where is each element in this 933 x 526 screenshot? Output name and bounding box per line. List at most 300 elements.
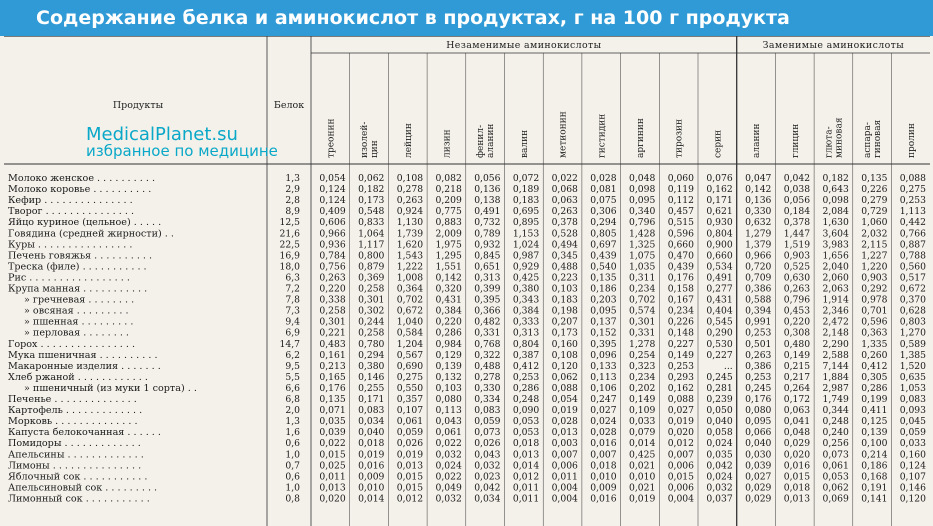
row-amino-value: 0,768 bbox=[474, 338, 501, 350]
row-amino-value: 0,425 bbox=[512, 272, 540, 284]
row-protein-value: 7,8 bbox=[285, 294, 300, 306]
row-amino-value: 0,016 bbox=[358, 460, 385, 472]
row-amino-value: 0,240 bbox=[822, 427, 849, 439]
row-amino-value: 0,386 bbox=[745, 283, 772, 295]
row-amino-value: 0,313 bbox=[474, 272, 501, 284]
row-protein-value: 9,5 bbox=[285, 360, 300, 372]
row-amino-value: 0,012 bbox=[512, 471, 540, 483]
table-row bbox=[8, 173, 926, 184]
row-amino-value: 0,515 bbox=[667, 217, 694, 229]
table-row bbox=[8, 493, 926, 504]
row-amino-value: 0,279 bbox=[861, 195, 888, 207]
row-amino-value: 0,501 bbox=[745, 338, 772, 350]
row-amino-value: 1,278 bbox=[628, 338, 656, 350]
row-amino-value: 0,009 bbox=[590, 482, 617, 494]
row-amino-value: 3,604 bbox=[822, 228, 849, 240]
row-amino-value: 0,162 bbox=[667, 382, 694, 394]
row-amino-value: 0,936 bbox=[319, 239, 346, 251]
row-amino-value: 1,270 bbox=[899, 327, 926, 339]
row-amino-value: 0,253 bbox=[745, 371, 772, 383]
row-amino-value: 0,019 bbox=[551, 405, 578, 417]
row-amino-value: 0,789 bbox=[474, 228, 501, 240]
row-amino-value: 0,643 bbox=[822, 184, 849, 196]
row-amino-value: 0,488 bbox=[551, 261, 578, 273]
column-header-label: пролин bbox=[906, 123, 917, 158]
row-protein-value: 8,9 bbox=[285, 206, 300, 218]
row-amino-value: 1,620 bbox=[396, 239, 424, 251]
row-amino-value: 0,412 bbox=[861, 360, 888, 372]
column-header-label: тирозин bbox=[674, 118, 685, 158]
row-amino-value: 0,139 bbox=[861, 427, 888, 439]
row-amino-value: 0,103 bbox=[435, 382, 462, 394]
row-amino-value: 0,245 bbox=[706, 371, 733, 383]
row-amino-value: 0,584 bbox=[396, 327, 424, 339]
row-amino-value: 0,027 bbox=[590, 405, 617, 417]
row-amino-value: 0,305 bbox=[861, 371, 888, 383]
row-amino-value: 0,073 bbox=[822, 449, 849, 461]
row-amino-value: 0,220 bbox=[319, 283, 346, 295]
row-amino-value: 0,987 bbox=[512, 250, 540, 262]
row-amino-value: 0,013 bbox=[319, 482, 346, 494]
row-protein-value: 1,6 bbox=[285, 427, 300, 439]
row-amino-value: 0,384 bbox=[512, 305, 540, 317]
column-header-label: валин bbox=[519, 129, 530, 158]
table-row bbox=[8, 427, 926, 438]
row-amino-value: 0,660 bbox=[667, 239, 694, 251]
table-row bbox=[8, 416, 926, 427]
table-row bbox=[8, 272, 926, 283]
row-amino-value: 0,009 bbox=[358, 471, 385, 483]
row-amino-value: 0,395 bbox=[474, 294, 501, 306]
table-row bbox=[24, 328, 926, 339]
row-amino-value: 0,033 bbox=[899, 438, 926, 450]
row-amino-value: 0,709 bbox=[745, 272, 772, 284]
row-amino-value: 0,534 bbox=[706, 261, 733, 273]
column-header bbox=[404, 123, 414, 158]
row-amino-value: 0,932 bbox=[474, 239, 501, 251]
row-product-name: Яйцо куриное (цельное) . . . . . bbox=[8, 217, 162, 229]
row-amino-value: 2,040 bbox=[822, 261, 849, 273]
row-amino-value: 1,220 bbox=[861, 261, 888, 273]
row-amino-value: 0,095 bbox=[745, 416, 772, 428]
row-amino-value: 0,220 bbox=[783, 316, 811, 328]
row-amino-value: 0,245 bbox=[745, 382, 772, 394]
table-row bbox=[8, 460, 926, 471]
row-amino-value: 1,749 bbox=[822, 394, 849, 405]
row-amino-value: 0,457 bbox=[667, 206, 694, 218]
row-protein-value: 1,3 bbox=[285, 416, 300, 428]
row-amino-value: 0,186 bbox=[861, 460, 888, 472]
row-amino-value: 0,470 bbox=[667, 250, 694, 262]
row-product-name: Помидоры . . . . . . . . . . . . . bbox=[8, 438, 141, 450]
row-amino-value: 0,978 bbox=[861, 294, 888, 306]
row-amino-value: 0,132 bbox=[435, 371, 462, 383]
row-amino-value: 0,149 bbox=[667, 349, 694, 361]
table-row bbox=[8, 228, 926, 239]
row-amino-value: 0,184 bbox=[783, 206, 811, 218]
header-protein: Белок bbox=[273, 100, 305, 111]
row-amino-value: 0,090 bbox=[512, 405, 540, 417]
row-amino-value: 0,072 bbox=[512, 173, 540, 184]
row-amino-value: 0,530 bbox=[706, 338, 733, 350]
row-amino-value: 0,672 bbox=[899, 283, 926, 295]
row-amino-value: 0,152 bbox=[590, 327, 617, 339]
row-amino-value: 0,363 bbox=[861, 327, 888, 339]
column-header-label: лейцин bbox=[403, 123, 414, 158]
row-amino-value: 0,024 bbox=[590, 416, 617, 428]
column-header-label: серин bbox=[713, 129, 724, 158]
column-header bbox=[636, 118, 646, 158]
row-amino-value: 0,013 bbox=[512, 449, 540, 461]
row-product-name: Печень говяжья . . . . . . . . . . bbox=[8, 250, 153, 262]
page-title: Содержание белка и аминокислот в продуктах, г на 100 г продукта bbox=[0, 0, 933, 36]
row-amino-value: 0,080 bbox=[745, 405, 772, 417]
row-amino-value: 0,041 bbox=[783, 416, 811, 428]
row-amino-value: 0,635 bbox=[899, 371, 926, 383]
row-amino-value: 0,380 bbox=[512, 283, 540, 295]
row-amino-value: 0,630 bbox=[783, 272, 811, 284]
row-amino-value: 0,082 bbox=[435, 173, 462, 184]
row-amino-value: 1,130 bbox=[396, 217, 424, 229]
row-amino-value: 0,286 bbox=[861, 382, 888, 394]
row-amino-value: 0,331 bbox=[628, 327, 656, 339]
row-protein-value: 7,2 bbox=[285, 283, 300, 295]
row-amino-value: 0,895 bbox=[512, 217, 540, 229]
row-amino-value: 0,263 bbox=[551, 206, 578, 218]
row-amino-value: 0,069 bbox=[822, 493, 849, 505]
row-amino-value: 1,520 bbox=[899, 360, 926, 372]
row-amino-value: 0,189 bbox=[512, 184, 540, 196]
row-amino-value: 1,008 bbox=[396, 272, 424, 284]
row-amino-value: 0,380 bbox=[358, 360, 385, 372]
row-amino-value: 0,984 bbox=[435, 338, 462, 350]
row-amino-value: 0,253 bbox=[512, 371, 540, 383]
column-header bbox=[326, 119, 336, 158]
row-amino-value: 0,039 bbox=[745, 460, 772, 472]
row-amino-value: 0,016 bbox=[590, 493, 617, 505]
row-amino-value: 0,071 bbox=[319, 405, 346, 417]
row-amino-value: 0,207 bbox=[551, 316, 578, 328]
row-amino-value: 0,439 bbox=[590, 250, 617, 262]
row-amino-value: 0,032 bbox=[474, 460, 501, 472]
row-amino-value: 0,004 bbox=[551, 482, 578, 494]
row-amino-value: 0,095 bbox=[590, 305, 617, 317]
row-amino-value: 0,672 bbox=[396, 305, 424, 317]
row-amino-value: 0,690 bbox=[396, 360, 424, 372]
row-amino-value: 0,012 bbox=[396, 493, 424, 505]
row-amino-value: 0,330 bbox=[474, 382, 501, 394]
row-amino-value: 0,124 bbox=[899, 460, 926, 472]
row-amino-value: 0,020 bbox=[783, 449, 811, 461]
row-amino-value: 0,294 bbox=[590, 217, 617, 229]
row-amino-value: 0,029 bbox=[745, 493, 772, 505]
row-amino-value: 0,019 bbox=[667, 416, 694, 428]
row-amino-value: 0,482 bbox=[474, 316, 501, 328]
row-amino-value: 0,214 bbox=[861, 449, 888, 461]
row-amino-value: 0,263 bbox=[745, 349, 772, 361]
row-amino-value: 0,729 bbox=[861, 206, 888, 218]
row-amino-value: 1,024 bbox=[512, 239, 540, 251]
row-amino-value: 0,098 bbox=[628, 184, 656, 196]
row-amino-value: 0,033 bbox=[628, 416, 656, 428]
row-amino-value: 0,058 bbox=[706, 427, 733, 439]
row-amino-value: 0,900 bbox=[706, 239, 733, 251]
row-amino-value: 0,796 bbox=[628, 217, 656, 229]
row-amino-value: 0,125 bbox=[861, 416, 888, 428]
row-amino-value: 0,107 bbox=[396, 405, 424, 417]
row-amino-value: 1,335 bbox=[861, 338, 888, 350]
row-amino-value: 0,404 bbox=[706, 305, 733, 317]
row-amino-value: 0,040 bbox=[745, 438, 772, 450]
table-row bbox=[24, 295, 926, 306]
row-amino-value: 0,039 bbox=[319, 427, 346, 439]
row-amino-value: 0,171 bbox=[706, 195, 733, 207]
row-amino-value: 0,313 bbox=[512, 327, 540, 339]
row-amino-value: 0,223 bbox=[551, 272, 578, 284]
row-amino-value: 0,788 bbox=[899, 250, 926, 262]
row-amino-value: 0,203 bbox=[590, 294, 617, 306]
row-amino-value: 0,061 bbox=[435, 427, 462, 439]
column-header-label: лизин bbox=[442, 129, 453, 158]
row-amino-value: 0,732 bbox=[474, 217, 501, 229]
row-protein-value: 6,6 bbox=[285, 382, 300, 394]
row-amino-value: 0,702 bbox=[628, 294, 656, 306]
group-essential: Незаменимые аминокислоты bbox=[446, 40, 602, 51]
row-amino-value: 0,176 bbox=[745, 394, 772, 405]
table-body bbox=[8, 173, 926, 504]
row-amino-value: 0,660 bbox=[706, 250, 733, 262]
row-amino-value: 0,160 bbox=[899, 449, 926, 461]
row-amino-value: 0,491 bbox=[474, 206, 501, 218]
row-amino-value: 0,068 bbox=[551, 184, 578, 196]
row-amino-value: 2,084 bbox=[822, 206, 849, 218]
column-header bbox=[597, 114, 607, 158]
row-amino-value: 0,277 bbox=[706, 283, 733, 295]
row-amino-value: 0,220 bbox=[435, 316, 462, 328]
row-amino-value: 0,167 bbox=[667, 294, 694, 306]
table-row bbox=[8, 239, 926, 250]
row-amino-value: 0,431 bbox=[435, 294, 462, 306]
row-amino-value: 0,014 bbox=[628, 438, 656, 450]
row-amino-value: 0,574 bbox=[628, 305, 656, 317]
table-row bbox=[8, 250, 926, 261]
column-header bbox=[442, 129, 452, 158]
row-amino-value: 0,483 bbox=[319, 338, 346, 350]
row-amino-value: 0,103 bbox=[551, 283, 578, 295]
row-amino-value: 0,234 bbox=[628, 283, 656, 295]
row-amino-value: 0,135 bbox=[319, 394, 346, 405]
row-amino-value: 0,301 bbox=[628, 316, 656, 328]
row-amino-value: 0,720 bbox=[745, 261, 772, 273]
row-amino-value: 0,293 bbox=[667, 371, 694, 383]
row-amino-value: 1,630 bbox=[822, 217, 849, 229]
row-amino-value: 0,364 bbox=[396, 283, 424, 295]
row-amino-value: 0,088 bbox=[551, 382, 578, 394]
row-amino-value: 0,142 bbox=[745, 184, 772, 196]
row-amino-value: 0,756 bbox=[319, 261, 346, 273]
row-amino-value: 2,588 bbox=[822, 349, 849, 361]
row-amino-value: 0,286 bbox=[512, 382, 540, 394]
row-amino-value: 0,011 bbox=[319, 471, 346, 483]
row-protein-value: 5,5 bbox=[285, 371, 300, 383]
row-amino-value: 0,263 bbox=[783, 283, 811, 295]
row-amino-value: 0,019 bbox=[396, 449, 424, 461]
row-amino-value: 1,884 bbox=[822, 371, 849, 383]
row-amino-value: 0,701 bbox=[861, 305, 888, 317]
row-amino-value: 0,226 bbox=[667, 316, 694, 328]
row-amino-value: 0,100 bbox=[861, 438, 888, 450]
row-amino-value: 0,032 bbox=[435, 493, 462, 505]
row-amino-value: 0,016 bbox=[590, 438, 617, 450]
row-amino-value: 0,567 bbox=[396, 349, 424, 361]
table-row bbox=[8, 405, 926, 416]
row-amino-value: 0,020 bbox=[667, 427, 694, 439]
row-amino-value: 0,060 bbox=[667, 173, 694, 184]
row-amino-value: 0,302 bbox=[358, 305, 385, 317]
column-header-label: миновая bbox=[834, 117, 845, 158]
row-product-name: Апельсиновый сок . . . . . . . . . bbox=[8, 482, 158, 494]
row-product-name: Молоко коровье . . . . . . . . . . bbox=[8, 184, 152, 196]
row-amino-value: 0,042 bbox=[474, 482, 501, 494]
row-amino-value: 0,966 bbox=[319, 228, 346, 240]
row-amino-value: 0,028 bbox=[590, 173, 617, 184]
row-amino-value: 0,494 bbox=[551, 239, 578, 251]
row-amino-value: 0,079 bbox=[628, 427, 656, 439]
table-row bbox=[24, 317, 926, 328]
row-amino-value: 0,244 bbox=[358, 316, 385, 328]
row-amino-value: 0,141 bbox=[861, 493, 888, 505]
row-amino-value: 1,279 bbox=[745, 228, 772, 240]
row-amino-value: 0,199 bbox=[861, 394, 888, 405]
row-amino-value: 0,048 bbox=[783, 427, 811, 439]
row-amino-value: 0,281 bbox=[706, 382, 733, 394]
row-amino-value: 0,136 bbox=[745, 195, 772, 207]
row-amino-value: 0,022 bbox=[551, 173, 578, 184]
row-amino-value: 0,198 bbox=[551, 305, 578, 317]
row-amino-value: 1,379 bbox=[745, 239, 772, 251]
row-amino-value: 0,027 bbox=[667, 405, 694, 417]
row-amino-value: 0,264 bbox=[783, 382, 811, 394]
row-protein-value: 14,7 bbox=[279, 338, 300, 350]
row-amino-value: 2,148 bbox=[822, 327, 849, 339]
row-amino-value: 0,061 bbox=[822, 460, 849, 472]
row-amino-value: 0,540 bbox=[590, 261, 617, 273]
row-amino-value: 0,095 bbox=[628, 195, 656, 207]
row-amino-value: 1,153 bbox=[512, 228, 540, 240]
row-amino-value: 0,056 bbox=[474, 173, 501, 184]
column-header bbox=[713, 130, 723, 158]
row-amino-value: 0,018 bbox=[783, 482, 811, 494]
row-amino-value: 1,447 bbox=[783, 228, 811, 240]
row-amino-value: 0,596 bbox=[861, 316, 888, 328]
row-amino-value: 0,040 bbox=[358, 427, 385, 439]
column-header bbox=[559, 111, 569, 158]
row-amino-value: 0,805 bbox=[590, 228, 617, 240]
row-amino-value: 0,124 bbox=[319, 195, 346, 207]
row-amino-value: 0,142 bbox=[435, 272, 462, 284]
row-amino-value: 0,054 bbox=[551, 394, 578, 405]
row-amino-value: 0,112 bbox=[667, 195, 694, 207]
row-amino-value: 0,621 bbox=[706, 206, 733, 218]
row-protein-value: 2,0 bbox=[285, 405, 300, 417]
row-amino-value: 0,006 bbox=[551, 460, 578, 472]
row-amino-value: 0,006 bbox=[667, 482, 694, 494]
row-amino-value: 0,022 bbox=[435, 438, 462, 450]
row-protein-value: 9,4 bbox=[285, 316, 300, 328]
row-amino-value: 0,018 bbox=[590, 460, 617, 472]
row-amino-value: 0,560 bbox=[899, 261, 926, 273]
row-amino-value: 2,009 bbox=[435, 228, 462, 240]
row-amino-value: 0,016 bbox=[783, 460, 811, 472]
row-amino-value: 0,088 bbox=[667, 394, 694, 405]
column-header bbox=[907, 123, 917, 158]
row-amino-value: 0,053 bbox=[512, 416, 540, 428]
row-amino-value: 0,083 bbox=[899, 394, 926, 405]
row-amino-value: 0,162 bbox=[706, 184, 733, 196]
row-amino-value: 0,308 bbox=[783, 327, 811, 339]
row-amino-value: 0,286 bbox=[435, 327, 462, 339]
row-product-name: Морковь . . . . . . . . . . . . . . bbox=[8, 416, 138, 428]
row-amino-value: 0,395 bbox=[590, 338, 617, 350]
row-amino-value: 1,064 bbox=[358, 228, 385, 240]
table-row bbox=[8, 195, 926, 206]
row-amino-value: 0,107 bbox=[899, 471, 926, 483]
row-amino-value: 1,117 bbox=[358, 239, 385, 251]
row-protein-value: 2,8 bbox=[285, 195, 300, 207]
row-amino-value: 0,119 bbox=[667, 184, 694, 196]
row-amino-value: 1,914 bbox=[822, 294, 849, 306]
row-amino-value: 0,215 bbox=[783, 360, 811, 372]
row-amino-value: 0,766 bbox=[899, 228, 926, 240]
row-amino-value: 0,088 bbox=[899, 173, 926, 184]
row-protein-value: 0,6 bbox=[285, 438, 300, 450]
table-row bbox=[8, 482, 926, 493]
row-amino-value: 0,004 bbox=[551, 493, 578, 505]
watermark-tagline: избранное по медицине bbox=[86, 142, 278, 160]
row-amino-value: 0,378 bbox=[783, 217, 811, 229]
row-amino-value: 0,991 bbox=[745, 316, 772, 328]
row-amino-value: 3,983 bbox=[822, 239, 849, 251]
row-amino-value: ... bbox=[723, 360, 733, 372]
row-amino-value: 0,075 bbox=[590, 195, 617, 207]
row-amino-value: 0,399 bbox=[474, 283, 501, 295]
row-amino-value: 0,108 bbox=[396, 173, 424, 184]
row-amino-value: 0,311 bbox=[628, 272, 656, 284]
row-amino-value: 0,333 bbox=[512, 316, 540, 328]
row-amino-value: 0,330 bbox=[745, 206, 772, 218]
row-amino-value: 1,222 bbox=[396, 261, 424, 273]
row-amino-value: 0,588 bbox=[745, 294, 772, 306]
row-amino-value: 2,472 bbox=[822, 316, 849, 328]
column-header bbox=[520, 130, 530, 158]
row-amino-value: 0,442 bbox=[899, 217, 926, 229]
table-row bbox=[8, 217, 926, 228]
row-product-name: Макаронные изделия . . . . . . . bbox=[8, 360, 161, 372]
row-product-name: Треска (филе) . . . . . . . . . . . bbox=[8, 261, 147, 273]
amino-acid-table bbox=[0, 36, 933, 526]
row-amino-value: 0,343 bbox=[512, 294, 540, 306]
row-amino-value: 0,366 bbox=[474, 305, 501, 317]
row-amino-value: 0,803 bbox=[899, 316, 926, 328]
row-protein-value: 18,0 bbox=[279, 261, 300, 273]
row-amino-value: 0,879 bbox=[358, 261, 385, 273]
row-amino-value: 0,029 bbox=[745, 482, 772, 494]
column-header-label: аланин bbox=[486, 123, 497, 158]
column-header-label: глицин bbox=[790, 123, 801, 158]
row-amino-value: 0,043 bbox=[474, 449, 501, 461]
row-amino-value: 1,519 bbox=[783, 239, 811, 251]
row-amino-value: 0,306 bbox=[590, 206, 617, 218]
